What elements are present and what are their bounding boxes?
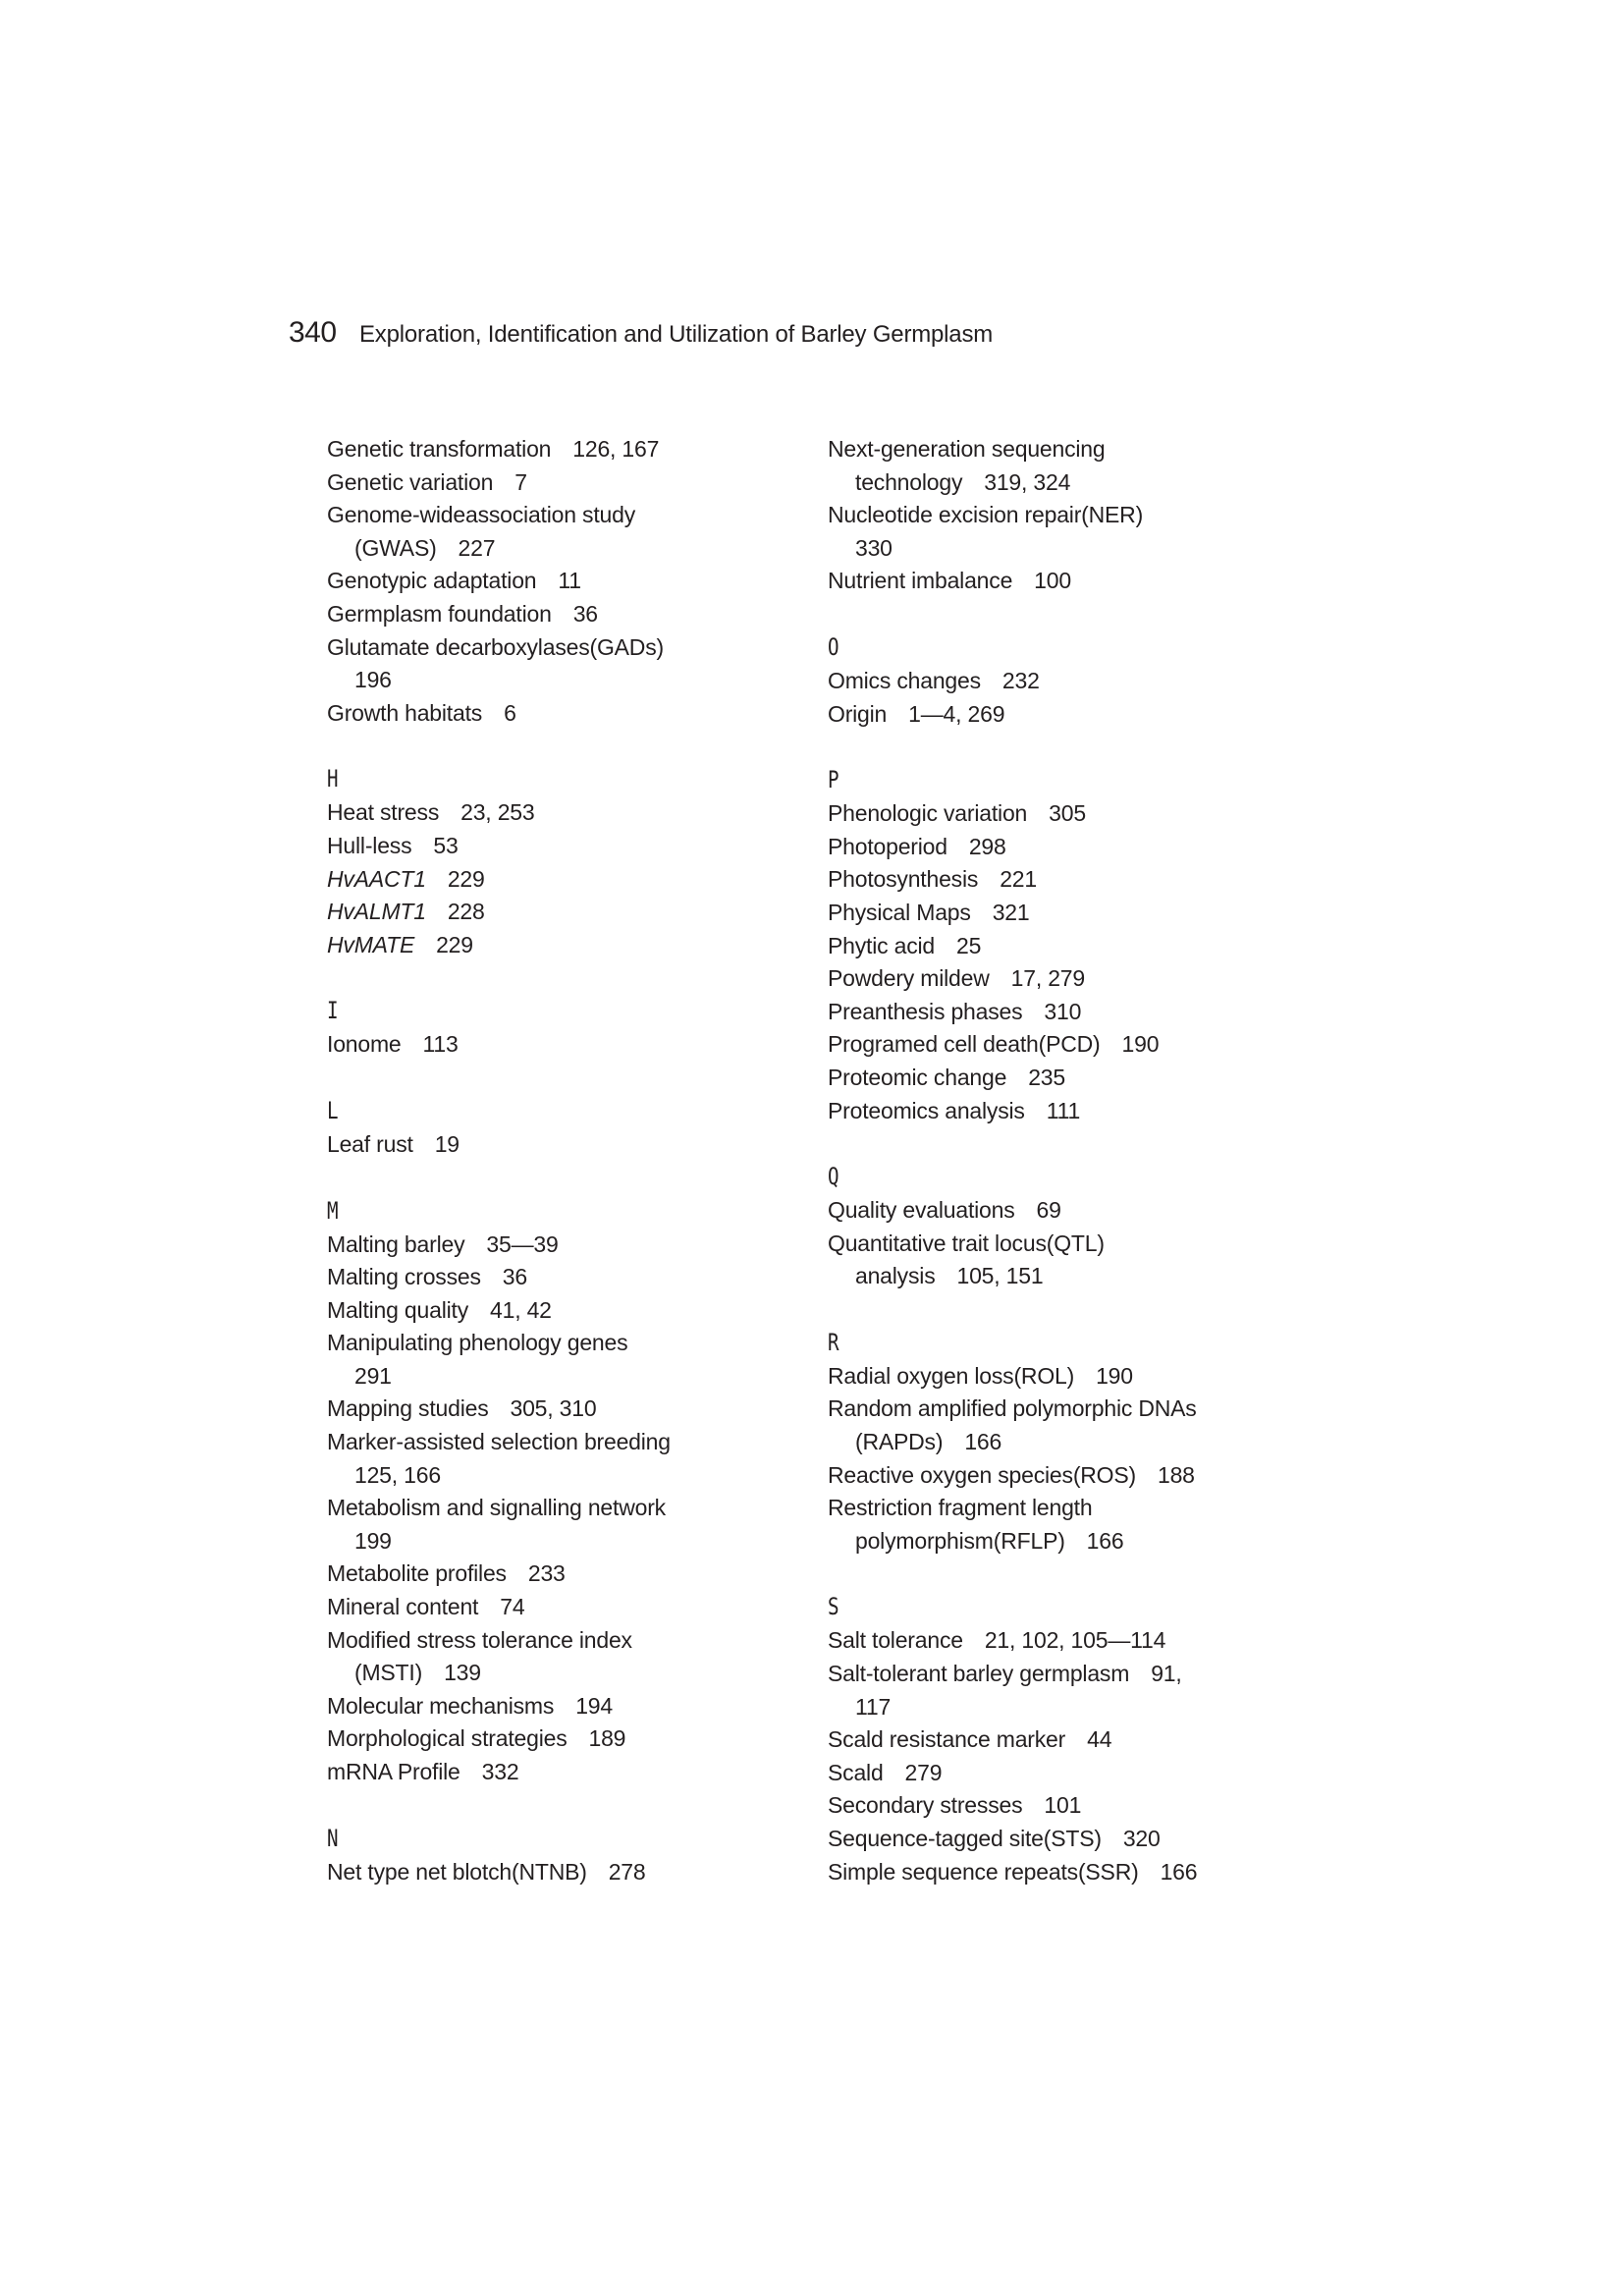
index-entry bbox=[828, 698, 1299, 732]
index-page-refs: 1—4, 269 bbox=[908, 700, 1005, 727]
index-page-refs: 310 bbox=[1044, 998, 1082, 1024]
index-entry bbox=[828, 1095, 1299, 1128]
index-page-refs: 36 bbox=[572, 600, 598, 627]
index-entry bbox=[828, 1823, 1299, 1856]
index-page-refs: 279 bbox=[904, 1759, 943, 1785]
index-term: Scald resistance marker bbox=[828, 1726, 1066, 1753]
index-page-refs: 53 bbox=[433, 832, 459, 858]
index-term: Growth habitats bbox=[327, 699, 483, 726]
index-page-refs: 101 bbox=[1044, 1792, 1082, 1819]
page-number: 340 bbox=[289, 316, 337, 349]
index-entry-continuation bbox=[327, 664, 779, 697]
section-letter-r: R bbox=[828, 1328, 839, 1356]
index-entry bbox=[828, 1028, 1299, 1062]
running-header bbox=[289, 316, 993, 350]
index-entry-continuation bbox=[828, 1691, 1299, 1724]
index-entry bbox=[828, 831, 1299, 864]
section-letter-h: H bbox=[327, 765, 339, 793]
section-letter-m: M bbox=[327, 1196, 339, 1225]
index-term: Mapping studies bbox=[327, 1395, 489, 1422]
index-term: Photoperiod bbox=[828, 833, 947, 859]
index-page-refs: 19 bbox=[434, 1130, 460, 1157]
index-term: Restriction fragment length bbox=[828, 1495, 1093, 1521]
index-page-refs: 125, 166 bbox=[354, 1461, 441, 1488]
index-page-refs: 229 bbox=[436, 931, 473, 957]
index-term: Origin bbox=[828, 700, 888, 727]
index-page-refs: 166 bbox=[1086, 1527, 1124, 1554]
index-page-refs: 166 bbox=[964, 1429, 1002, 1455]
index-entry bbox=[327, 896, 779, 929]
index-term: Powdery mildew bbox=[828, 965, 990, 992]
index-entry bbox=[828, 565, 1299, 598]
section-letter-o: O bbox=[828, 632, 839, 661]
index-entry bbox=[327, 631, 779, 665]
index-term: HvALMT1 bbox=[327, 899, 426, 925]
index-term: Random amplified polymorphic DNAs bbox=[828, 1395, 1197, 1422]
index-page-refs: 105, 151 bbox=[956, 1263, 1044, 1289]
index-term: Manipulating phenology genes bbox=[327, 1330, 628, 1356]
section-letter-p: P bbox=[828, 766, 839, 794]
index-page-refs: 113 bbox=[422, 1031, 459, 1058]
index-page-refs: 190 bbox=[1096, 1362, 1133, 1389]
index-column-left bbox=[327, 433, 779, 1888]
index-entry-continuation bbox=[327, 1657, 779, 1690]
index-entry bbox=[828, 930, 1299, 963]
index-page-refs: 196 bbox=[354, 667, 392, 693]
index-term: Reactive oxygen species(ROS) bbox=[828, 1461, 1136, 1488]
index-page-refs: 229 bbox=[447, 865, 485, 892]
index-page-refs: 298 bbox=[968, 833, 1006, 859]
index-term: Glutamate decarboxylases(GADs) bbox=[327, 633, 664, 660]
index-page-refs: 278 bbox=[608, 1858, 646, 1885]
index-entry-continuation bbox=[828, 532, 1299, 566]
index-page-refs: 194 bbox=[575, 1692, 613, 1719]
index-page-refs: 166 bbox=[1160, 1858, 1198, 1885]
index-entry-continuation bbox=[327, 1459, 779, 1493]
index-page-refs: 235 bbox=[1028, 1064, 1065, 1090]
index-term: Salt-tolerant barley germplasm bbox=[828, 1661, 1130, 1687]
index-page-refs: 21, 102, 105—114 bbox=[984, 1627, 1166, 1654]
index-page-refs: 189 bbox=[588, 1725, 626, 1752]
index-entry bbox=[327, 929, 779, 962]
index-entry bbox=[828, 1360, 1299, 1394]
index-page-refs: 17, 279 bbox=[1010, 965, 1085, 992]
running-title: Exploration, Identification and Utilization of Barley Germplasm bbox=[359, 321, 994, 348]
index-entry bbox=[327, 499, 779, 532]
index-term: Quantitative trait locus(QTL) bbox=[828, 1230, 1105, 1256]
index-entry bbox=[828, 797, 1299, 831]
index-term: Secondary stresses bbox=[828, 1792, 1023, 1819]
index-entry bbox=[828, 433, 1299, 466]
index-entry bbox=[828, 1789, 1299, 1823]
index-entry bbox=[327, 1028, 779, 1062]
index-term: Nucleotide excision repair(NER) bbox=[828, 502, 1144, 528]
index-term: Malting quality bbox=[327, 1296, 469, 1323]
index-entry-continuation bbox=[327, 1360, 779, 1394]
index-entry bbox=[327, 1261, 779, 1294]
index-entry bbox=[828, 1624, 1299, 1658]
index-entry bbox=[327, 796, 779, 830]
section-letter-i: I bbox=[327, 997, 339, 1025]
index-entry bbox=[327, 433, 779, 466]
index-page-refs: 305, 310 bbox=[510, 1395, 597, 1422]
index-entry bbox=[327, 1327, 779, 1360]
index-term: Malting barley bbox=[327, 1230, 465, 1257]
index-entry bbox=[828, 863, 1299, 897]
index-entry bbox=[327, 863, 779, 897]
index-term: Preanthesis phases bbox=[828, 998, 1023, 1024]
index-page-refs: 6 bbox=[504, 699, 516, 726]
index-term: Malting crosses bbox=[327, 1264, 481, 1290]
index-term: Genetic transformation bbox=[327, 436, 552, 462]
index-term: Metabolite profiles bbox=[327, 1560, 507, 1587]
index-term: Modified stress tolerance index bbox=[327, 1626, 632, 1653]
index-term: Phytic acid bbox=[828, 932, 936, 958]
index-term: mRNA Profile bbox=[327, 1759, 460, 1784]
index-term: Salt tolerance bbox=[828, 1627, 963, 1654]
index-entry bbox=[828, 897, 1299, 930]
index-term: (GWAS) bbox=[354, 534, 437, 561]
index-page-refs: 321 bbox=[992, 899, 1030, 925]
index-entry bbox=[828, 1492, 1299, 1525]
index-entry bbox=[828, 1459, 1299, 1493]
index-term: analysis bbox=[855, 1263, 936, 1289]
index-page-refs: 11 bbox=[558, 568, 581, 594]
index-entry bbox=[327, 1690, 779, 1723]
index-term: Proteomic change bbox=[828, 1064, 1007, 1090]
index-entry bbox=[828, 1393, 1299, 1426]
index-page-refs: 190 bbox=[1121, 1031, 1160, 1058]
index-term: HvAACT1 bbox=[327, 865, 426, 892]
index-entry bbox=[327, 1426, 779, 1459]
index-column-right bbox=[828, 433, 1299, 1888]
index-term: Mineral content bbox=[327, 1594, 479, 1620]
index-term: Physical Maps bbox=[828, 899, 971, 925]
index-term: Scald bbox=[828, 1759, 884, 1785]
index-entry bbox=[327, 697, 779, 731]
index-entry bbox=[828, 1658, 1299, 1691]
index-page-refs: 100 bbox=[1034, 568, 1071, 594]
index-term: Marker-assisted selection breeding bbox=[327, 1429, 671, 1455]
index-entry bbox=[828, 499, 1299, 532]
index-entry bbox=[828, 1723, 1299, 1757]
index-page-refs: 332 bbox=[481, 1759, 519, 1784]
index-page-refs: 227 bbox=[458, 534, 496, 561]
index-entry-continuation bbox=[828, 1260, 1299, 1293]
index-page-refs: 319, 324 bbox=[984, 468, 1071, 495]
index-entry bbox=[828, 1194, 1299, 1228]
index-term: Programed cell death(PCD) bbox=[828, 1031, 1101, 1058]
index-term: Germplasm foundation bbox=[327, 600, 552, 627]
index-term: (MSTI) bbox=[354, 1660, 423, 1686]
index-term: Leaf rust bbox=[327, 1130, 413, 1157]
index-page-refs: 126, 167 bbox=[572, 436, 660, 462]
index-term: Genetic variation bbox=[327, 468, 494, 495]
index-entry bbox=[327, 1393, 779, 1426]
index-page-refs: 35—39 bbox=[486, 1230, 559, 1257]
index-page-refs: 305 bbox=[1049, 800, 1086, 827]
index-term: Simple sequence repeats(SSR) bbox=[828, 1858, 1139, 1885]
index-page-refs: 36 bbox=[502, 1264, 527, 1290]
index-entry-continuation bbox=[327, 532, 779, 566]
index-term: technology bbox=[855, 468, 963, 495]
index-entry bbox=[828, 665, 1299, 698]
index-entry bbox=[327, 598, 779, 631]
index-entry bbox=[828, 1228, 1299, 1261]
index-page-refs: 139 bbox=[444, 1660, 481, 1686]
index-entry bbox=[327, 830, 779, 863]
index-term: polymorphism(RFLP) bbox=[855, 1527, 1065, 1554]
index-term: Sequence-tagged site(STS) bbox=[828, 1826, 1102, 1851]
index-term: Genotypic adaptation bbox=[327, 568, 537, 594]
index-entry bbox=[327, 1756, 779, 1789]
index-page-refs: 25 bbox=[956, 932, 982, 958]
index-term: Phenologic variation bbox=[828, 800, 1028, 827]
index-page-refs: 111 bbox=[1046, 1097, 1081, 1123]
section-letter-q: Q bbox=[828, 1163, 839, 1191]
index-term: (RAPDs) bbox=[855, 1429, 944, 1455]
index-page-refs: 91, bbox=[1151, 1661, 1182, 1687]
index-page-refs: 44 bbox=[1087, 1726, 1112, 1753]
index-term: Ionome bbox=[327, 1031, 402, 1058]
index-entry-continuation bbox=[828, 1426, 1299, 1459]
index-page-refs: 228 bbox=[447, 899, 485, 925]
index-entry-continuation bbox=[828, 466, 1299, 500]
index-term: Metabolism and signalling network bbox=[327, 1495, 666, 1521]
index-page-refs: 74 bbox=[500, 1594, 525, 1620]
index-term: Photosynthesis bbox=[828, 866, 979, 893]
index-entry bbox=[828, 1062, 1299, 1095]
index-term: Genome-wideassociation study bbox=[327, 502, 636, 528]
index-entry-continuation bbox=[828, 1525, 1299, 1558]
index-entry bbox=[327, 1492, 779, 1525]
index-page-refs: 7 bbox=[514, 468, 527, 495]
index-term: Quality evaluations bbox=[828, 1197, 1015, 1224]
index-term: Morphological strategies bbox=[327, 1725, 568, 1752]
index-entry bbox=[828, 962, 1299, 996]
index-term: Proteomics analysis bbox=[828, 1097, 1025, 1123]
section-letter-n: N bbox=[327, 1824, 339, 1852]
index-page-refs: 320 bbox=[1122, 1826, 1161, 1851]
index-page-refs: 232 bbox=[1001, 667, 1040, 693]
index-term: Radial oxygen loss(ROL) bbox=[828, 1362, 1075, 1389]
index-term: Nutrient imbalance bbox=[828, 568, 1013, 594]
index-entry bbox=[828, 996, 1299, 1029]
index-entry bbox=[327, 1722, 779, 1756]
index-page-refs: 41, 42 bbox=[490, 1296, 552, 1323]
index-page-refs: 23, 253 bbox=[460, 799, 535, 826]
section-letter-s: S bbox=[828, 1593, 839, 1621]
index-entry bbox=[327, 1624, 779, 1658]
index-page-refs: 291 bbox=[354, 1362, 392, 1389]
index-entry bbox=[828, 1757, 1299, 1790]
index-term: Next-generation sequencing bbox=[828, 436, 1106, 462]
index-entry bbox=[327, 1591, 779, 1624]
index-entry bbox=[327, 1128, 779, 1162]
section-letter-l: L bbox=[327, 1096, 339, 1124]
index-page-refs: 117 bbox=[855, 1693, 892, 1720]
index-entry bbox=[327, 1229, 779, 1262]
index-entry bbox=[327, 466, 779, 500]
index-entry-continuation bbox=[327, 1525, 779, 1558]
index-term: Heat stress bbox=[327, 799, 440, 826]
index-page-refs: 69 bbox=[1036, 1197, 1061, 1224]
index-page-refs: 330 bbox=[855, 534, 893, 561]
index-term: Net type net blotch(NTNB) bbox=[327, 1858, 587, 1885]
index-entry bbox=[828, 1856, 1299, 1889]
index-term: HvMATE bbox=[327, 931, 415, 957]
index-term: Hull-less bbox=[327, 832, 412, 858]
index-entry bbox=[327, 1558, 779, 1591]
index-page-refs: 221 bbox=[1000, 866, 1037, 893]
index-page-refs: 233 bbox=[527, 1560, 566, 1587]
index-term: Omics changes bbox=[828, 667, 981, 693]
index-entry bbox=[327, 1294, 779, 1328]
index-term: Molecular mechanisms bbox=[327, 1692, 555, 1719]
index-page-refs: 199 bbox=[354, 1527, 392, 1554]
index-entry bbox=[327, 1856, 779, 1889]
index-page-refs: 188 bbox=[1157, 1461, 1195, 1488]
index-entry bbox=[327, 565, 779, 598]
